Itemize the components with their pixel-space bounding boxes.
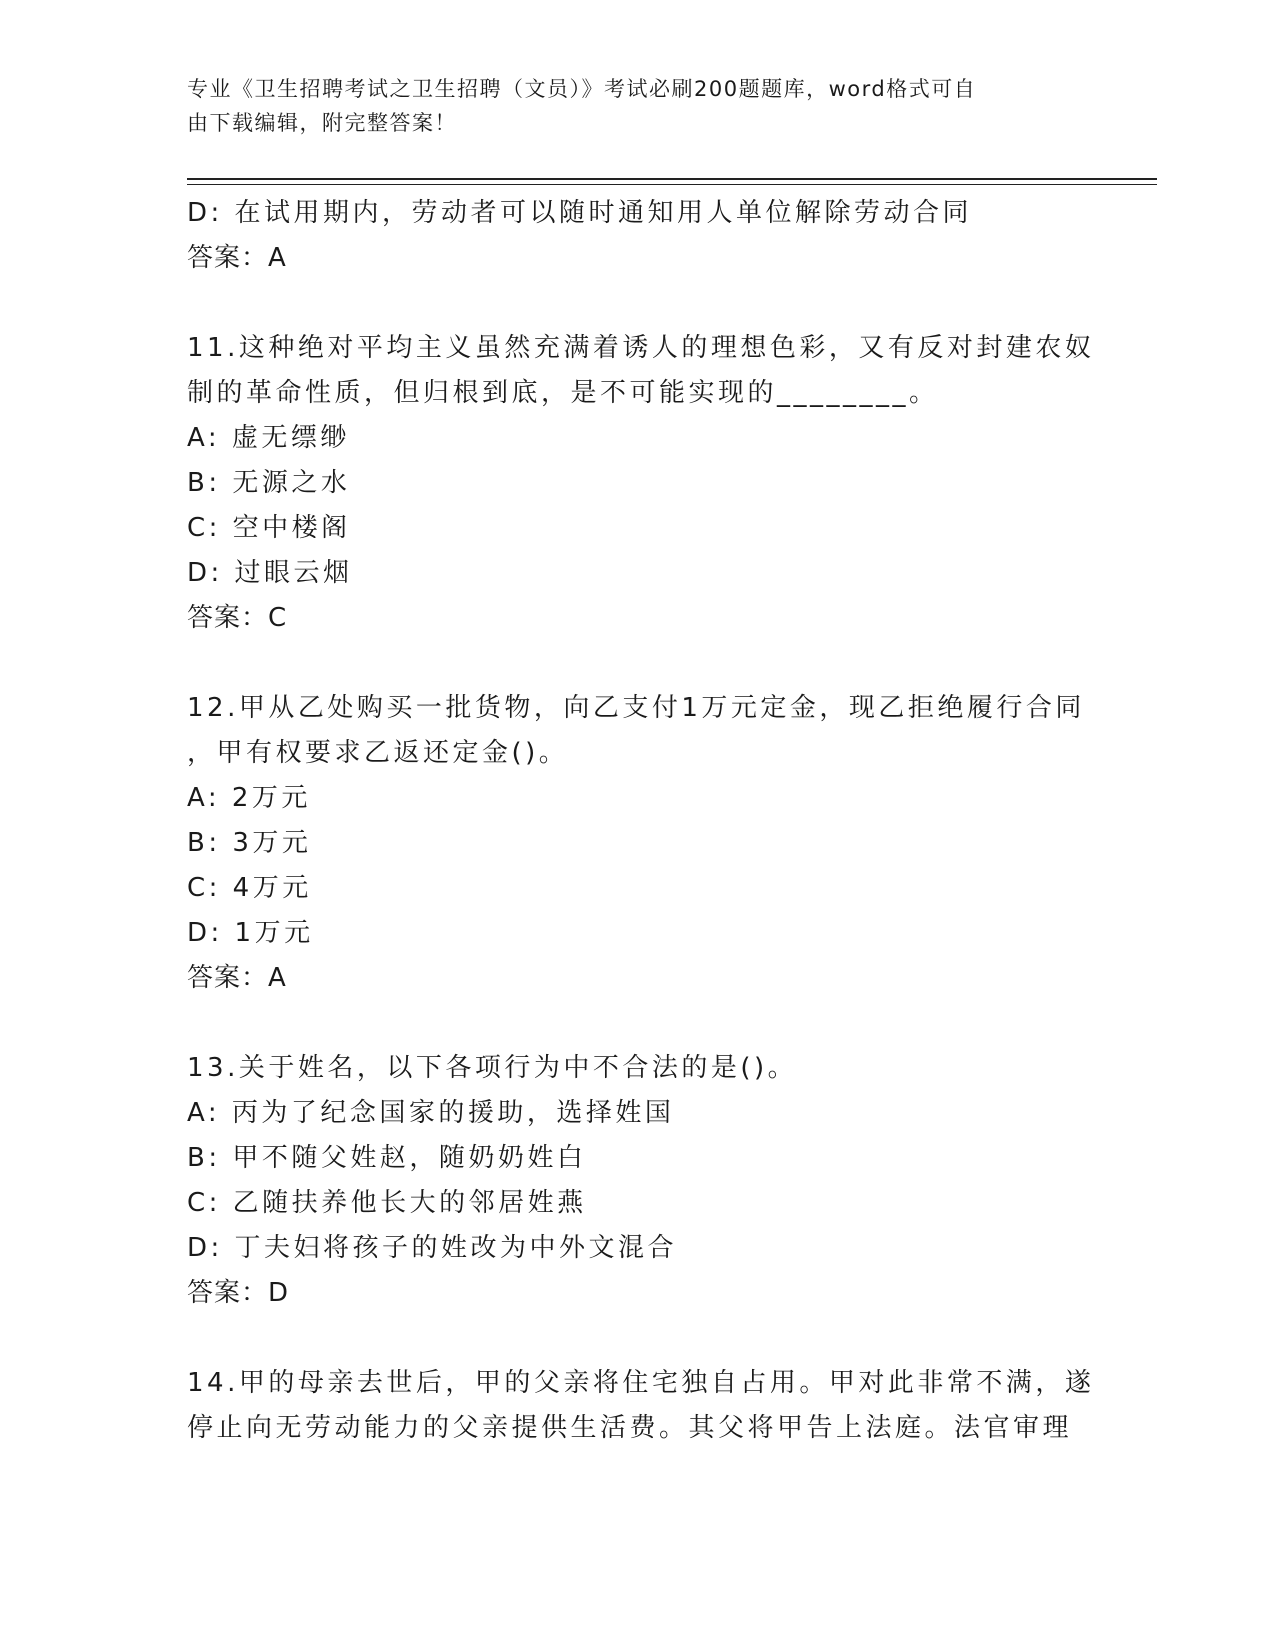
- question-content: [187, 191, 1095, 1451]
- question-12: [187, 686, 1087, 1001]
- question-11: [187, 326, 1095, 641]
- header-line-2: 由下载编辑，附完整答案！: [187, 111, 457, 135]
- question-text-line: 停止向无劳动能力的父亲提供生活费。其父将甲告上法庭。法官审理: [187, 1413, 1073, 1443]
- question-text-line: 13.关于姓名，以下各项行为中不合法的是()。: [187, 1053, 798, 1083]
- option-c: C: 空中楼阁: [187, 513, 351, 543]
- option-d: D: 1万元: [187, 918, 314, 948]
- header-divider-thin: [187, 184, 1157, 185]
- option-a: A: 2万元: [187, 783, 311, 813]
- option-b: B: 3万元: [187, 828, 312, 858]
- question-text-line: ，甲有权要求乙返还定金()。: [187, 738, 569, 768]
- answer: 答案：C: [187, 603, 288, 633]
- header-line-1: 专业《卫生招聘考试之卫生招聘（文员）》考试必刷200题题库，word格式可自: [187, 77, 977, 101]
- document-header: [187, 72, 1067, 140]
- question-text-line: 14.甲的母亲去世后，甲的父亲将住宅独自占用。甲对此非常不满，遂: [187, 1368, 1095, 1398]
- option-a: A: 虚无缥缈: [187, 423, 350, 453]
- question-text-line: 制的革命性质，但归根到底，是不可能实现的________。: [187, 378, 939, 408]
- option-c: C: 乙随扶养他长大的邻居姓燕: [187, 1188, 587, 1218]
- question-text-line: 12.甲从乙处购买一批货物，向乙支付1万元定金，现乙拒绝履行合同: [187, 693, 1085, 723]
- prev-answer: 答案：A: [187, 243, 287, 273]
- option-d: D: 过眼云烟: [187, 558, 353, 588]
- answer: 答案：D: [187, 1278, 290, 1308]
- option-a: A: 丙为了纪念国家的援助，选择姓国: [187, 1098, 675, 1128]
- answer: 答案：A: [187, 963, 287, 993]
- option-b: B: 甲不随父姓赵，随奶奶姓白: [187, 1143, 587, 1173]
- option-d: D: 丁夫妇将孩子的姓改为中外文混合: [187, 1233, 678, 1263]
- prev-option-d: D: 在试用期内，劳动者可以随时通知用人单位解除劳动合同: [187, 198, 973, 228]
- question-13: [187, 1046, 1087, 1316]
- header-divider-thick: [187, 178, 1157, 180]
- option-c: C: 4万元: [187, 873, 312, 903]
- option-b: B: 无源之水: [187, 468, 351, 498]
- question-text-line: 11.这种绝对平均主义虽然充满着诱人的理想色彩，又有反对封建农奴: [187, 333, 1095, 363]
- question-14: [187, 1361, 1095, 1451]
